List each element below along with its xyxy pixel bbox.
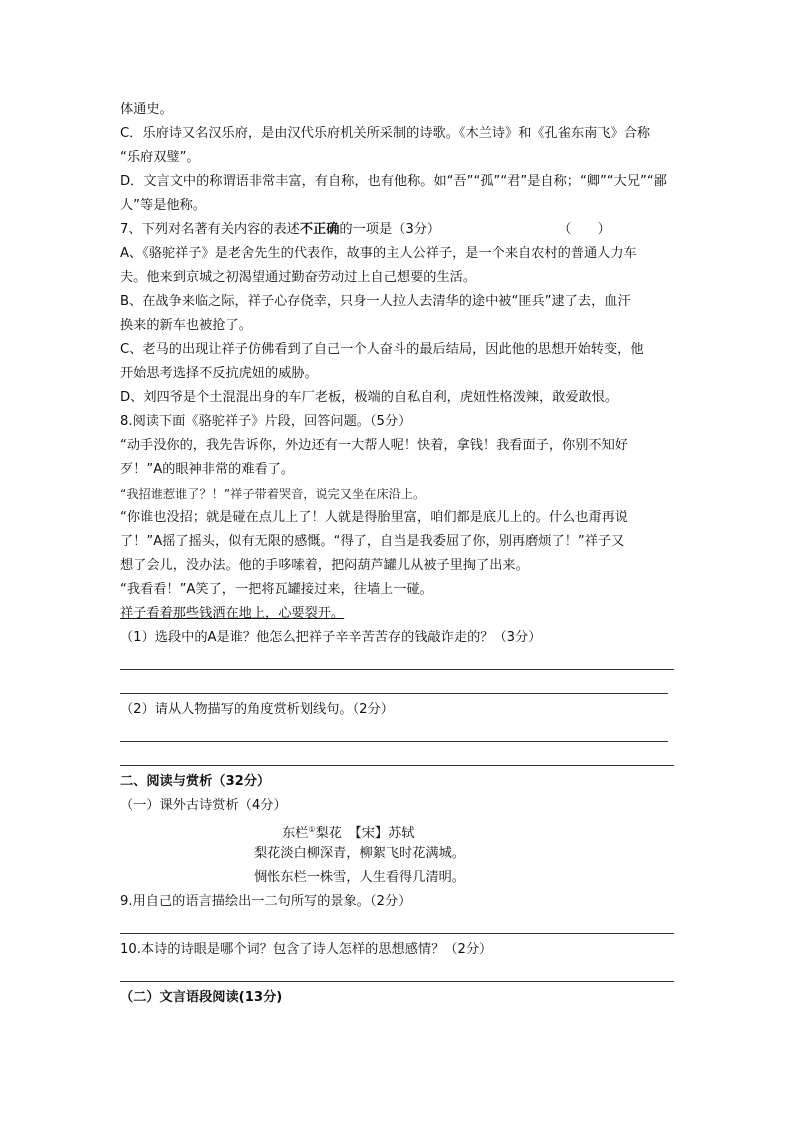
question-7: [120, 218, 676, 242]
sub-question-2: （2）请从人物描写的角度赏析划线句。（2分）: [120, 702, 394, 717]
poem-line-1: 梨花淡白柳深青，柳絮飞时花满城。: [254, 846, 465, 861]
option-c-line2: 开始思考选择不反抗虎妞的威胁。: [120, 366, 318, 381]
answer-rule: [120, 933, 674, 934]
q7-emphasis: 不正确: [299, 222, 340, 237]
poem-title-rest: 梨花 【宋】苏轼: [315, 826, 415, 841]
passage-line: “我招谁惹谁了？！”祥子带着哭音，说完又坐在床沿上。: [120, 487, 426, 501]
underlined-sentence: 祥子看着那些钱洒在地上，心要裂开。: [120, 606, 345, 621]
answer-rule: [120, 669, 674, 670]
q7-suffix: 的一项是（3分）: [339, 222, 441, 237]
text-line: “乐府双璧”。: [120, 150, 200, 165]
passage-line: “我看看！”A笑了，一把将瓦罐接过来，往墙上一碰。: [120, 582, 433, 597]
answer-paren[interactable]: （ ）: [558, 222, 611, 237]
answer-line[interactable]: [120, 650, 676, 674]
text-line: 人”等是他称。: [120, 198, 206, 213]
document-page: [120, 98, 676, 1010]
answer-rule: [120, 765, 674, 766]
text-line: 体通史。: [120, 102, 173, 117]
question-10: 10.本诗的诗眼是哪个词？包含了诗人怎样的思想感情？（2分）: [120, 942, 493, 957]
text-line: C．乐府诗又名汉乐府，是由汉代乐府机关所采制的诗歌。《木兰诗》和《孔雀东南飞》合称: [120, 126, 651, 141]
answer-rule: [120, 693, 668, 694]
part-2-title: （二）文言语段阅读(13分): [120, 990, 283, 1005]
footnote-mark: ①: [308, 825, 316, 834]
q7-prefix: 7、下列对名著有关内容的表述: [120, 222, 300, 237]
option-d-line1: D、刘四爷是个土混混出身的车厂老板，极端的自私自利，虎妞性格泼辣，敢爱敢恨。: [120, 390, 619, 405]
answer-line[interactable]: [120, 746, 676, 770]
option-a-line2: 夫。他来到京城之初渴望通过勤奋劳动过上自己想要的生活。: [120, 270, 477, 285]
passage-line: 了！”A摇了摇头，似有无限的感慨。“得了，自当是我委屈了你，别再磨烦了！”祥子又: [120, 534, 625, 549]
passage-line: “你谁也没招；就是碰在点儿上了！人就是得胎里富，咱们都是底儿上的。什么也甭再说: [120, 510, 628, 525]
poem-line-2: 惆怅东栏一株雪，人生看得几清明。: [254, 870, 465, 885]
part-1-title: （一）课外古诗赏析（4分）: [120, 798, 287, 813]
answer-rule: [120, 981, 674, 982]
option-a-line1: A、《骆驼祥子》是老舍先生的代表作，故事的主人公祥子，是一个来自农村的普通人力车: [120, 246, 637, 261]
answer-rule: [120, 741, 668, 742]
passage-line: 歹！”A的眼神非常的难看了。: [120, 462, 295, 477]
option-c-line1: C、老马的出现让祥子仿佛看到了自己一个人奋斗的最后结局，因此他的思想开始转变，他: [120, 342, 644, 357]
answer-line[interactable]: [120, 962, 676, 986]
answer-line[interactable]: [120, 914, 676, 938]
answer-line[interactable]: [120, 722, 676, 746]
question-8-title: 8.阅读下面《骆驼祥子》片段，回答问题。（5分）: [120, 414, 412, 429]
answer-line[interactable]: [120, 674, 676, 698]
passage-line: 想了会儿，没办法。他的手哆嗦着，把闷葫芦罐儿从被子里掏了出来。: [120, 558, 529, 573]
option-b-line2: 换来的新车也被抢了。: [120, 318, 252, 333]
poem-title-text: 东栏: [282, 826, 309, 841]
text-line: D．文言文中的称谓语非常丰富，有自称，也有他称。如“吾”“孤”“君”是自称；“卿”“大兄”“鄙: [120, 174, 667, 189]
option-b-line1: B、在战争来临之际，祥子心存侥幸，只身一人拉人去清华的途中被“匪兵”逮了去，血汗: [120, 294, 631, 309]
passage-line: “动手没你的，我先告诉你，外边还有一大帮人呢！快着，拿钱！我看面子，你别不知好: [120, 438, 628, 453]
section-2-title: 二、阅读与赏析（32分）: [120, 774, 271, 789]
sub-question-1: （1）选段中的A是谁？他怎么把祥子辛辛苦苦存的钱敲诈走的？（3分）: [120, 630, 542, 645]
poem-title: [120, 818, 676, 842]
question-9: 9.用自己的语言描绘出一二句所写的景象。（2分）: [120, 894, 412, 909]
